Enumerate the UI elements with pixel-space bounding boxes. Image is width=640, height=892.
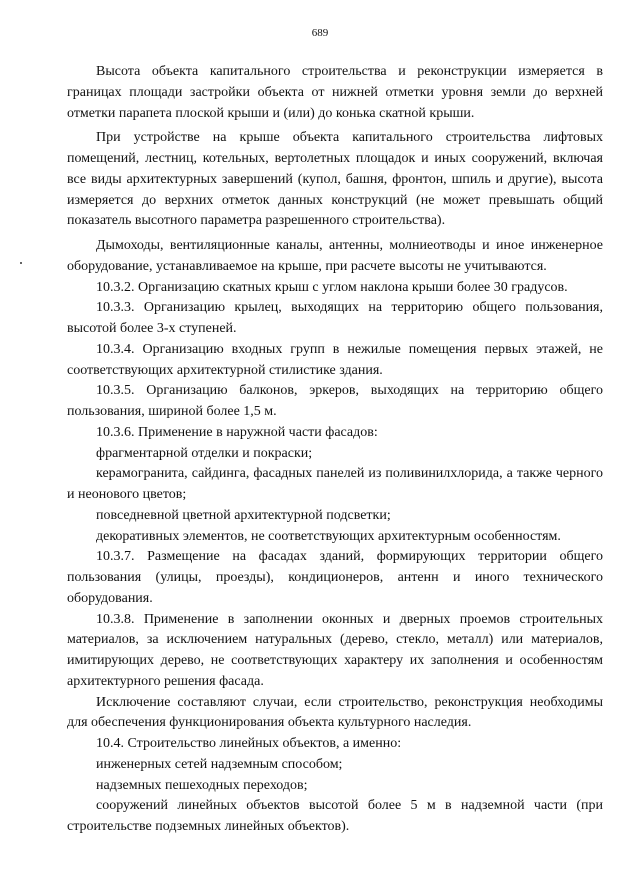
page-number: 689	[311, 27, 329, 39]
clause-10-3-3: 10.3.3. Организацию крылец, выходящих на территорию общего пользования, высотой более 3-х ступеней.	[67, 300, 603, 336]
clause-10-3-8: 10.3.8. Применение в заполнении оконных и дверных проемов строительных материалов, за исключением натуральных (дерево, стекло, металл) или материалов, имитирующих дерево, не соответствующих характеру их заполнения и особенностям архитектурного решения фасада.	[67, 611, 603, 689]
list-item: фрагментарной отделки и покраски;	[96, 445, 313, 461]
list-item: керамогранита, сайдинга, фасадных панелей из поливинилхлорида, а также черного и неонового цветов;	[67, 466, 603, 502]
clause-10-3-7: 10.3.7. Размещение на фасадах зданий, формирующих территории общего пользования (улицы, проезды), кондиционеров, антенн и иного технического оборудования.	[67, 549, 603, 606]
paragraph-height-definition: Высота объекта капитального строительства и реконструкции измеряется в границах площади застройки объекта от нижней отметки уровня земли до верхней отметки парапета плоской крыши и (или) до конька скатной крыши.	[67, 64, 603, 121]
clause-10-3-2: 10.3.2. Организацию скатных крыш с углом наклона крыши более 30 градусов.	[96, 279, 568, 295]
clause-10-3-6: 10.3.6. Применение в наружной части фасадов:	[96, 424, 378, 440]
list-item: надземных пешеходных переходов;	[96, 777, 308, 793]
list-item: повседневной цветной архитектурной подсветки;	[96, 507, 391, 523]
list-item: инженерных сетей надземным способом;	[96, 756, 343, 772]
clause-10-3-4: 10.3.4. Организацию входных групп в нежилые помещения первых этажей, не соответствующих архитектурной стилистике здания.	[67, 341, 603, 378]
list-item: сооружений линейных объектов высотой более 5 м в надземной части (при строительстве подземных линейных объектов).	[67, 798, 603, 834]
scan-speck	[20, 262, 22, 264]
clause-10-4: 10.4. Строительство линейных объектов, а именно:	[96, 736, 402, 751]
paragraph-exception: Исключение составляют случаи, если строительство, реконструкция необходимы для обеспечения функционирования объекта культурного наследия.	[67, 694, 603, 731]
document-body	[67, 62, 603, 838]
clause-10-3-5: 10.3.5. Организацию балконов, эркеров, выходящих на территорию общего пользования, шириной более 1,5 м.	[67, 383, 603, 419]
list-item: декоративных элементов, не соответствующих архитектурным особенностям.	[96, 528, 561, 544]
paragraph-roof-structures: При устройстве на крыше объекта капитального строительства лифтовых помещений, лестниц, котельных, вертолетных площадок и иных сооружений, включая все виды архитектурных завершений (купол, башня, фронтон, шпиль и другие), высота измеряется до верхних отметок данных конструкций (не может превышать общий показатель высотного параметра разрешенного строительства).	[67, 130, 603, 229]
paragraph-excluded-equipment: Дымоходы, вентиляционные каналы, антенны, молниеотводы и иное инженерное оборудование, устанавливаемое на крыше, при расчете высоты не учитываются.	[67, 238, 603, 274]
